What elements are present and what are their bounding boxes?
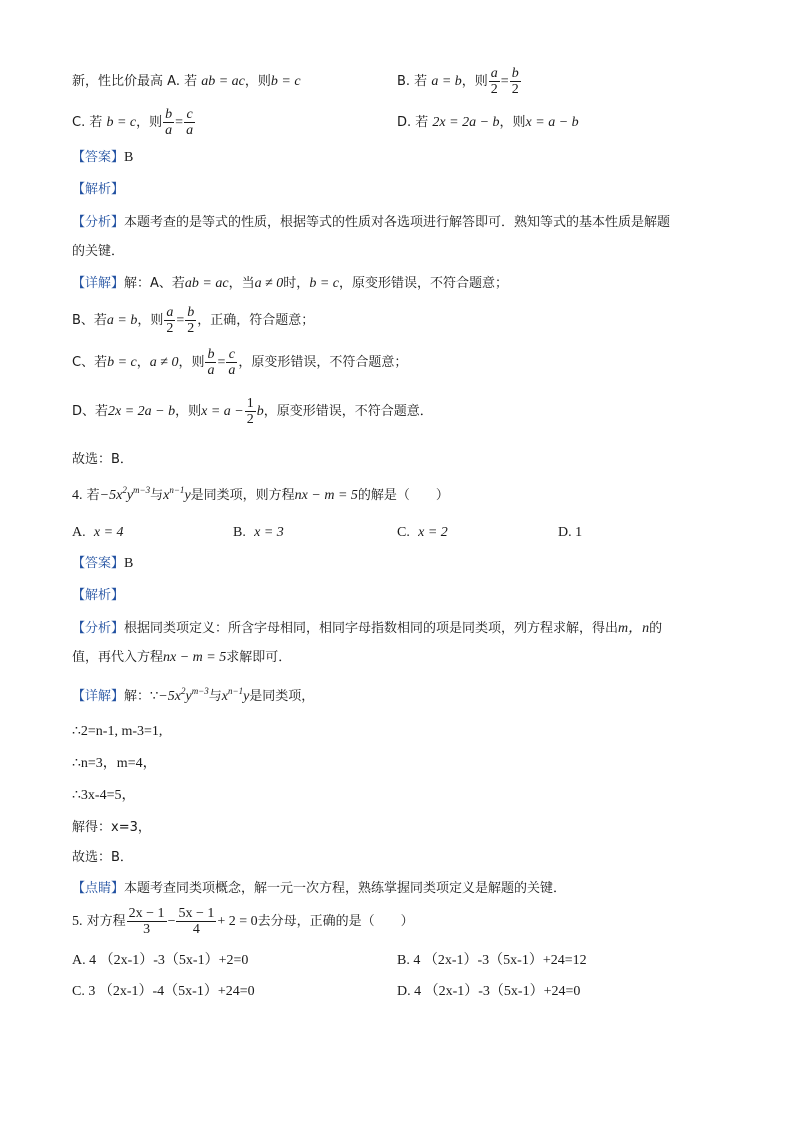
q5-option-b: B. 4 （2x-1）-3（5x-1）+24=12 xyxy=(397,953,587,968)
detail-text: ，正确，符合题意； xyxy=(197,313,315,328)
option-label: C. 若 xyxy=(72,115,103,130)
math-expr: m，n xyxy=(618,621,650,636)
option-label: B. xyxy=(233,525,246,540)
monomial-1: $-5x^2y^{m-3}$ xyxy=(99,485,151,503)
math-expr: b = c xyxy=(106,115,137,130)
fenxi-tag: 【分析】 xyxy=(72,621,125,636)
q4-option-a xyxy=(72,523,124,543)
fenxi-text: 的关键． xyxy=(72,244,125,259)
math-expr: 2x = 2a − b xyxy=(432,115,500,130)
q4-option-d xyxy=(558,523,582,543)
detail-text: ，原变形错误，不符合题意． xyxy=(263,404,433,419)
fraction: $\frac{b}{a}$ xyxy=(207,347,215,378)
fraction: $\frac{b}{a}$ xyxy=(165,107,173,138)
monomial-2: $x^{n-1}y$ xyxy=(163,485,191,503)
detail-text: ，原变形错误，不符合题意； xyxy=(338,276,508,291)
q3-detail-line1 xyxy=(72,274,508,294)
q4-fenxi-line2 xyxy=(72,648,291,668)
fenxi-text: 求解即可． xyxy=(226,650,292,665)
math-expr: nx − m = 5 xyxy=(163,650,227,665)
connector: ，则 xyxy=(136,115,163,130)
question-number: 5. xyxy=(72,914,83,929)
answer-value: B xyxy=(124,556,134,571)
option-label: A. xyxy=(72,525,86,540)
stem-text: 对方程 xyxy=(86,914,126,929)
option-label: C. xyxy=(397,525,410,540)
math-expr: a = b xyxy=(106,313,138,328)
q5-option-c: C. 3 （2x-1）-4（5x-1）+24=0 xyxy=(72,984,255,999)
detail-text: 时， xyxy=(283,276,310,291)
q4-detail-line5: 解得：x=3， xyxy=(72,820,151,835)
detail-tag: 【详解】 xyxy=(72,689,125,704)
q4-option-b xyxy=(233,523,284,543)
answer-tag: 【答案】 xyxy=(72,150,125,165)
detail-text: 与 xyxy=(208,689,222,704)
math-expr: b = c xyxy=(107,355,137,370)
q4-analysis-heading xyxy=(72,586,124,606)
stem-text: 去分母，正确的是（ ） xyxy=(257,914,414,929)
detail-text: C、若 xyxy=(72,355,108,370)
stem-text: 若 xyxy=(86,488,100,503)
math-expr: ab = ac xyxy=(201,74,245,89)
q3-option-a xyxy=(72,72,301,92)
math-expr: a ≠ 0 xyxy=(149,355,179,370)
math-expr: a ≠ 0 xyxy=(254,276,284,291)
q5-option-d: D. 4 （2x-1）-3（5x-1）+24=0 xyxy=(397,984,581,999)
detail-text: ，则 xyxy=(178,355,205,370)
q3-option-c: C. 若 b = c，则 $\frac{b}{a}$ = $\frac{c}{a}$ xyxy=(72,107,194,138)
math-expr: + 2 = 0 xyxy=(217,914,258,929)
q4-detail-line2: ∴2=n-1, m-3=1, xyxy=(72,724,163,739)
q3-option-b: B. 若 a = b，则 $\frac{a}{2}$ = $\frac{b}{2}$ xyxy=(397,66,519,97)
math-expr: ab = ac xyxy=(184,276,229,291)
fraction: $\frac{c}{a}$ xyxy=(186,107,194,138)
detail-text: B、若 xyxy=(72,313,107,328)
analysis-tag: 【解析】 xyxy=(72,588,125,603)
q3-fenxi-line2 xyxy=(72,242,124,262)
detail-text: ，当 xyxy=(228,276,255,291)
math-expr: b xyxy=(256,404,264,419)
q4-option-c xyxy=(397,523,448,543)
q4-detail-line3: ∴n=3，m=4， xyxy=(72,756,157,771)
q3-fenxi-line1 xyxy=(72,213,670,233)
dianjing-tag: 【点睛】 xyxy=(72,881,125,896)
fenxi-text: 本题考查的是等式的性质，根据等式的性质对各选项进行解答即可．熟知等式的基本性质是解题 xyxy=(124,215,671,230)
q4-dianjing xyxy=(72,879,566,899)
math-expr: x = a − b xyxy=(525,115,579,130)
answer-value: B xyxy=(124,150,134,165)
dianjing-text: 本题考查同类项概念，解一元一次方程，熟练掌握同类项定义是解题的关键． xyxy=(124,881,567,896)
q3-detail-line2: B、若a = b，则 $\frac{a}{2}$ = $\frac{b}{2}$ ，正确，符合题意； xyxy=(72,305,315,336)
math-expr: x = a − xyxy=(201,404,244,419)
fenxi-tag: 【分析】 xyxy=(72,215,125,230)
math-expr: a = b xyxy=(431,74,462,89)
stem-text: 是同类项，则方程 xyxy=(190,488,295,503)
detail-text: ，原变形错误，不符合题意； xyxy=(238,355,408,370)
q3-conclusion xyxy=(72,450,133,470)
option-label: B. 若 xyxy=(397,74,428,89)
q4-fenxi-line1 xyxy=(72,619,662,639)
connector: ，则 xyxy=(499,115,526,130)
option-text: D. 1 xyxy=(558,525,583,540)
fenxi-text: 值，再代入方程 xyxy=(72,650,164,665)
fraction: $\frac{1}{2}$ xyxy=(246,396,254,427)
math-expr: x = 4 xyxy=(93,525,124,540)
fenxi-text: 根据同类项定义：所含字母相同，相同字母指数相同的项是同类项，列方程求解，得出 xyxy=(124,621,619,636)
q3-detail-line4 xyxy=(72,393,433,431)
option-label: A. 若 xyxy=(167,74,198,89)
q4-conclusion: 故选：B． xyxy=(72,850,133,865)
fraction: $\frac{5x - 1}{4}$ xyxy=(178,906,215,937)
detail-text: D、若 xyxy=(72,404,109,419)
fraction: $\frac{b}{2}$ xyxy=(187,305,195,336)
q3-option-d xyxy=(397,113,579,133)
detail-text: 解：∵ xyxy=(124,689,159,704)
connector: ，则 xyxy=(244,74,271,89)
detail-text: ，则 xyxy=(175,404,202,419)
stem-text: 与 xyxy=(150,488,164,503)
fraction: $\frac{b}{2}$ xyxy=(511,66,519,97)
math-expr: x = 3 xyxy=(254,525,284,540)
monomial-2: $x^{n-1}y$ xyxy=(221,686,250,704)
monomial-1: $-5x^2y^{m-3}$ xyxy=(158,686,209,704)
math-expr: 2x = 2a − b xyxy=(108,404,176,419)
detail-tag: 【详解】 xyxy=(72,276,125,291)
math-expr: b = c xyxy=(270,74,301,89)
q4-answer xyxy=(72,554,133,574)
q4-stem xyxy=(72,486,449,506)
question-number: 4. xyxy=(72,488,83,503)
option-label: D. 若 xyxy=(397,115,429,130)
fraction: $\frac{a}{2}$ xyxy=(166,305,174,336)
detail-text: ， xyxy=(136,355,150,370)
q3-answer xyxy=(72,148,133,168)
answer-tag: 【答案】 xyxy=(72,556,125,571)
math-expr: x = 2 xyxy=(418,525,448,540)
q5-stem: 5. 对方程 $\frac{2x - 1}{3}$ − $\frac{5x - 1}{4}$ + 2 = 0去分母，正确的是（ ） xyxy=(72,906,414,937)
math-expr: b = c xyxy=(309,276,339,291)
q4-detail-line4: ∴3x-4=5， xyxy=(72,788,136,803)
q3-detail-line3: C、若b = c，a ≠ 0，则 $\frac{b}{a}$ = $\frac{c}{a}$ ，原变形错误，不符合题意； xyxy=(72,347,408,378)
detail-text: ，则 xyxy=(137,313,164,328)
q4-detail-line1 xyxy=(72,687,314,707)
connector: ，则 xyxy=(461,74,488,89)
detail-text: 解：A、若 xyxy=(124,276,185,291)
fraction: $\frac{a}{2}$ xyxy=(490,66,498,97)
q3-prefix: 新，性比价最高 xyxy=(72,74,164,89)
stem-text: 的解是（ ） xyxy=(357,488,449,503)
q3-analysis-heading xyxy=(72,180,124,200)
q5-option-a: A. 4 （2x-1）-3（5x-1）+2=0 xyxy=(72,953,249,968)
detail-text: 是同类项， xyxy=(249,689,315,704)
analysis-tag: 【解析】 xyxy=(72,182,125,197)
fraction: $\frac{2x - 1}{3}$ xyxy=(128,906,165,937)
fenxi-text: 的 xyxy=(649,621,663,636)
fraction: $\frac{c}{a}$ xyxy=(228,347,236,378)
conclusion-text: 故选：B． xyxy=(72,452,133,467)
math-expr: nx − m = 5 xyxy=(294,488,358,503)
